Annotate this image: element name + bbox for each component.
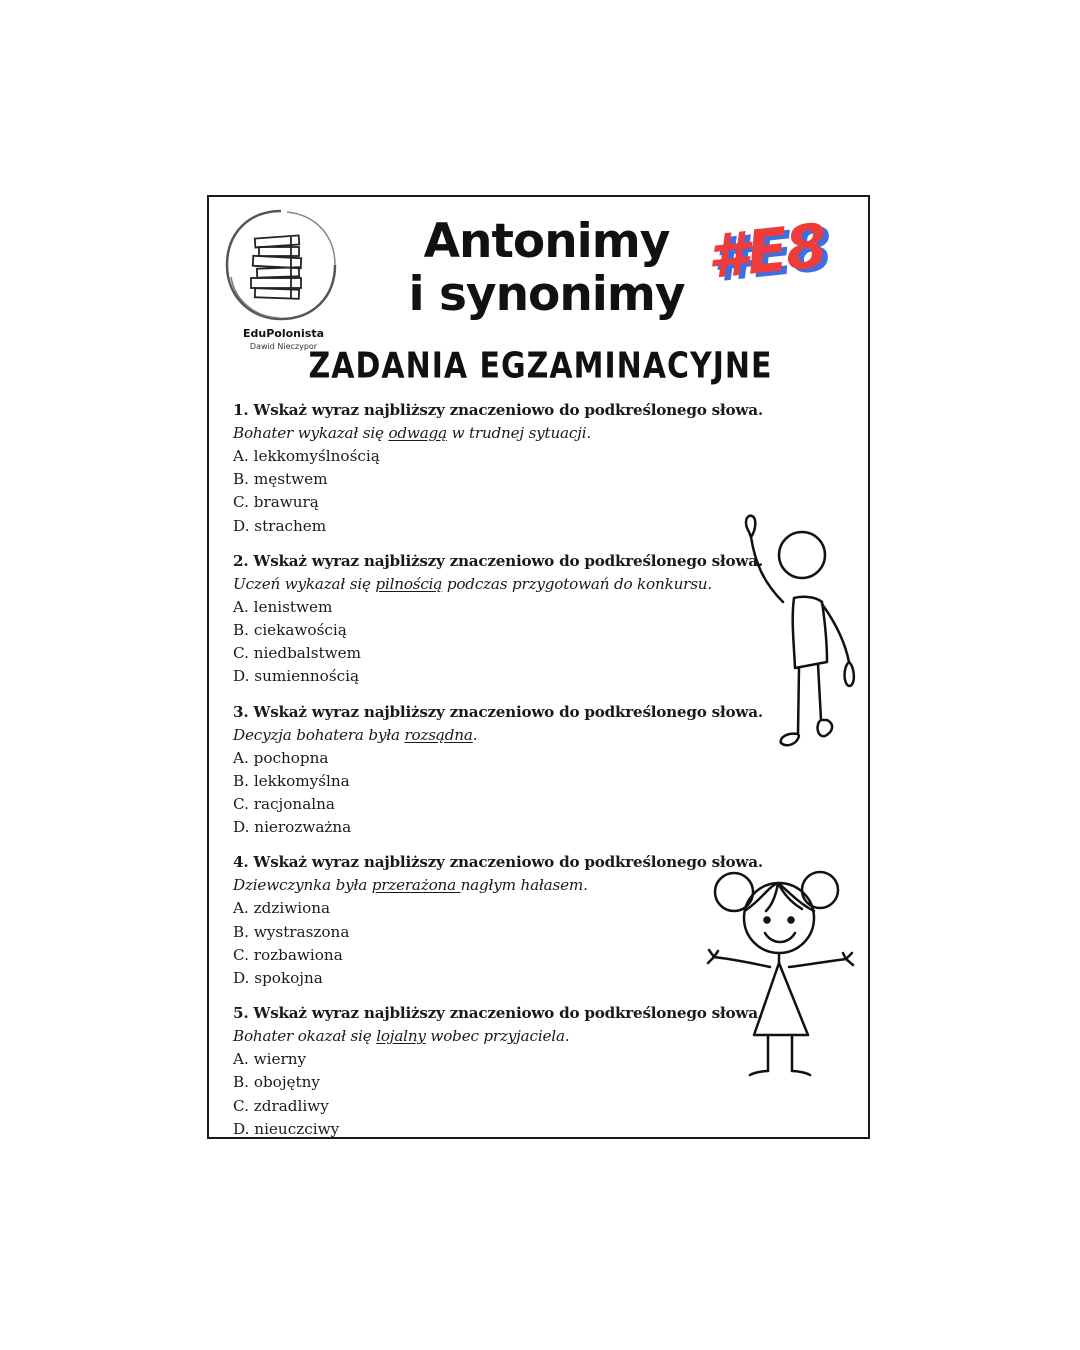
underlined-word: przerażona xyxy=(371,876,461,895)
answer-option: B. lekkomyślna xyxy=(233,771,350,790)
sentence-start: Uczeń wykazał się xyxy=(233,574,376,593)
sentence-end: . xyxy=(472,725,478,744)
task-sentence xyxy=(233,422,773,445)
answer-option: C. brawurą xyxy=(233,493,319,512)
sentence-start: Dziewczynka była xyxy=(233,876,372,895)
answer-option: D. strachem xyxy=(233,516,327,535)
exam-code-tag: #E8 xyxy=(703,210,829,294)
answer-option: A. zdziwiona xyxy=(233,899,331,918)
answer-option: B. obojętny xyxy=(233,1073,320,1092)
sentence-end: w trudnej sytuacji. xyxy=(446,424,591,442)
logo-brand-name: EduPolonista xyxy=(243,327,324,340)
task-question: 2. Wskaż wyraz najbliższy znaczeniowo do podkreślonego słowa. xyxy=(233,551,763,570)
answer-option: D. nierozważna xyxy=(233,818,352,837)
sentence-start: Bohater wykazał się xyxy=(233,424,389,442)
task-list xyxy=(233,399,773,1153)
answer-option: A. wierny xyxy=(233,1050,307,1069)
task-sentence xyxy=(233,874,773,897)
answer-option: B. wystraszona xyxy=(233,922,350,941)
underlined-word: odwagą xyxy=(388,424,447,442)
answer-option: C. zdradliwy xyxy=(233,1096,329,1115)
answer-option: C. racjonalna xyxy=(233,795,335,814)
page-title xyxy=(374,215,719,321)
title-line-2: i synonimy xyxy=(408,267,685,322)
answer-option: D. spokojna xyxy=(233,969,323,988)
title-line-1: Antonimy xyxy=(423,214,670,269)
task-sentence xyxy=(233,1025,773,1048)
answer-option: A. lekkomyślnością xyxy=(233,447,380,465)
task-3 xyxy=(233,701,773,840)
logo xyxy=(221,207,341,351)
answer-option: B. ciekawością xyxy=(233,621,347,640)
sentence-end: wobec przyjaciela. xyxy=(425,1027,570,1046)
stick-boy-waving-icon xyxy=(739,512,864,761)
sentence-start: Decyzja bohatera była xyxy=(233,725,405,744)
sentence-start: Bohater okazał się xyxy=(233,1027,377,1046)
page-subtitle: ZADANIA EGZAMINACYJNE xyxy=(308,345,773,388)
worksheet xyxy=(207,195,870,1139)
sentence-end: nagłym hałasem. xyxy=(460,876,588,895)
answer-option: B. męstwem xyxy=(233,470,328,489)
answer-option: A. pochopna xyxy=(233,748,329,767)
answer-option: D. nieuczciwy xyxy=(233,1119,340,1138)
task-1 xyxy=(233,399,773,538)
answer-option: A. lenistwem xyxy=(233,597,333,616)
task-4 xyxy=(233,851,773,990)
task-5 xyxy=(233,1002,773,1141)
task-2 xyxy=(233,550,773,689)
task-question: 3. Wskaż wyraz najbliższy znaczeniowo do podkreślonego słowa. xyxy=(233,702,763,721)
answer-option: C. rozbawiona xyxy=(233,945,343,964)
task-sentence xyxy=(233,724,773,747)
underlined-word: lojalny xyxy=(376,1027,426,1046)
stick-girl-smiling-icon xyxy=(706,865,856,1089)
task-question: 1. Wskaż wyraz najbliższy znaczeniowo do podkreślonego słowa. xyxy=(233,401,763,419)
logo-author: Dawid Nieczypor xyxy=(249,342,318,351)
underlined-word: rozsądna xyxy=(404,725,473,744)
answer-option: C. niedbalstwem xyxy=(233,644,362,663)
answer-option: D. sumiennością xyxy=(233,667,360,686)
task-question: 5. Wskaż wyraz najbliższy znaczeniowo do podkreślonego słowa. xyxy=(233,1004,763,1023)
books-stack-icon xyxy=(221,207,341,325)
underlined-word: pilnością xyxy=(375,574,443,593)
task-sentence xyxy=(233,573,773,596)
task-question: 4. Wskaż wyraz najbliższy znaczeniowo do podkreślonego słowa. xyxy=(233,853,763,872)
sentence-end: podczas przygotowań do konkursu. xyxy=(442,574,713,593)
